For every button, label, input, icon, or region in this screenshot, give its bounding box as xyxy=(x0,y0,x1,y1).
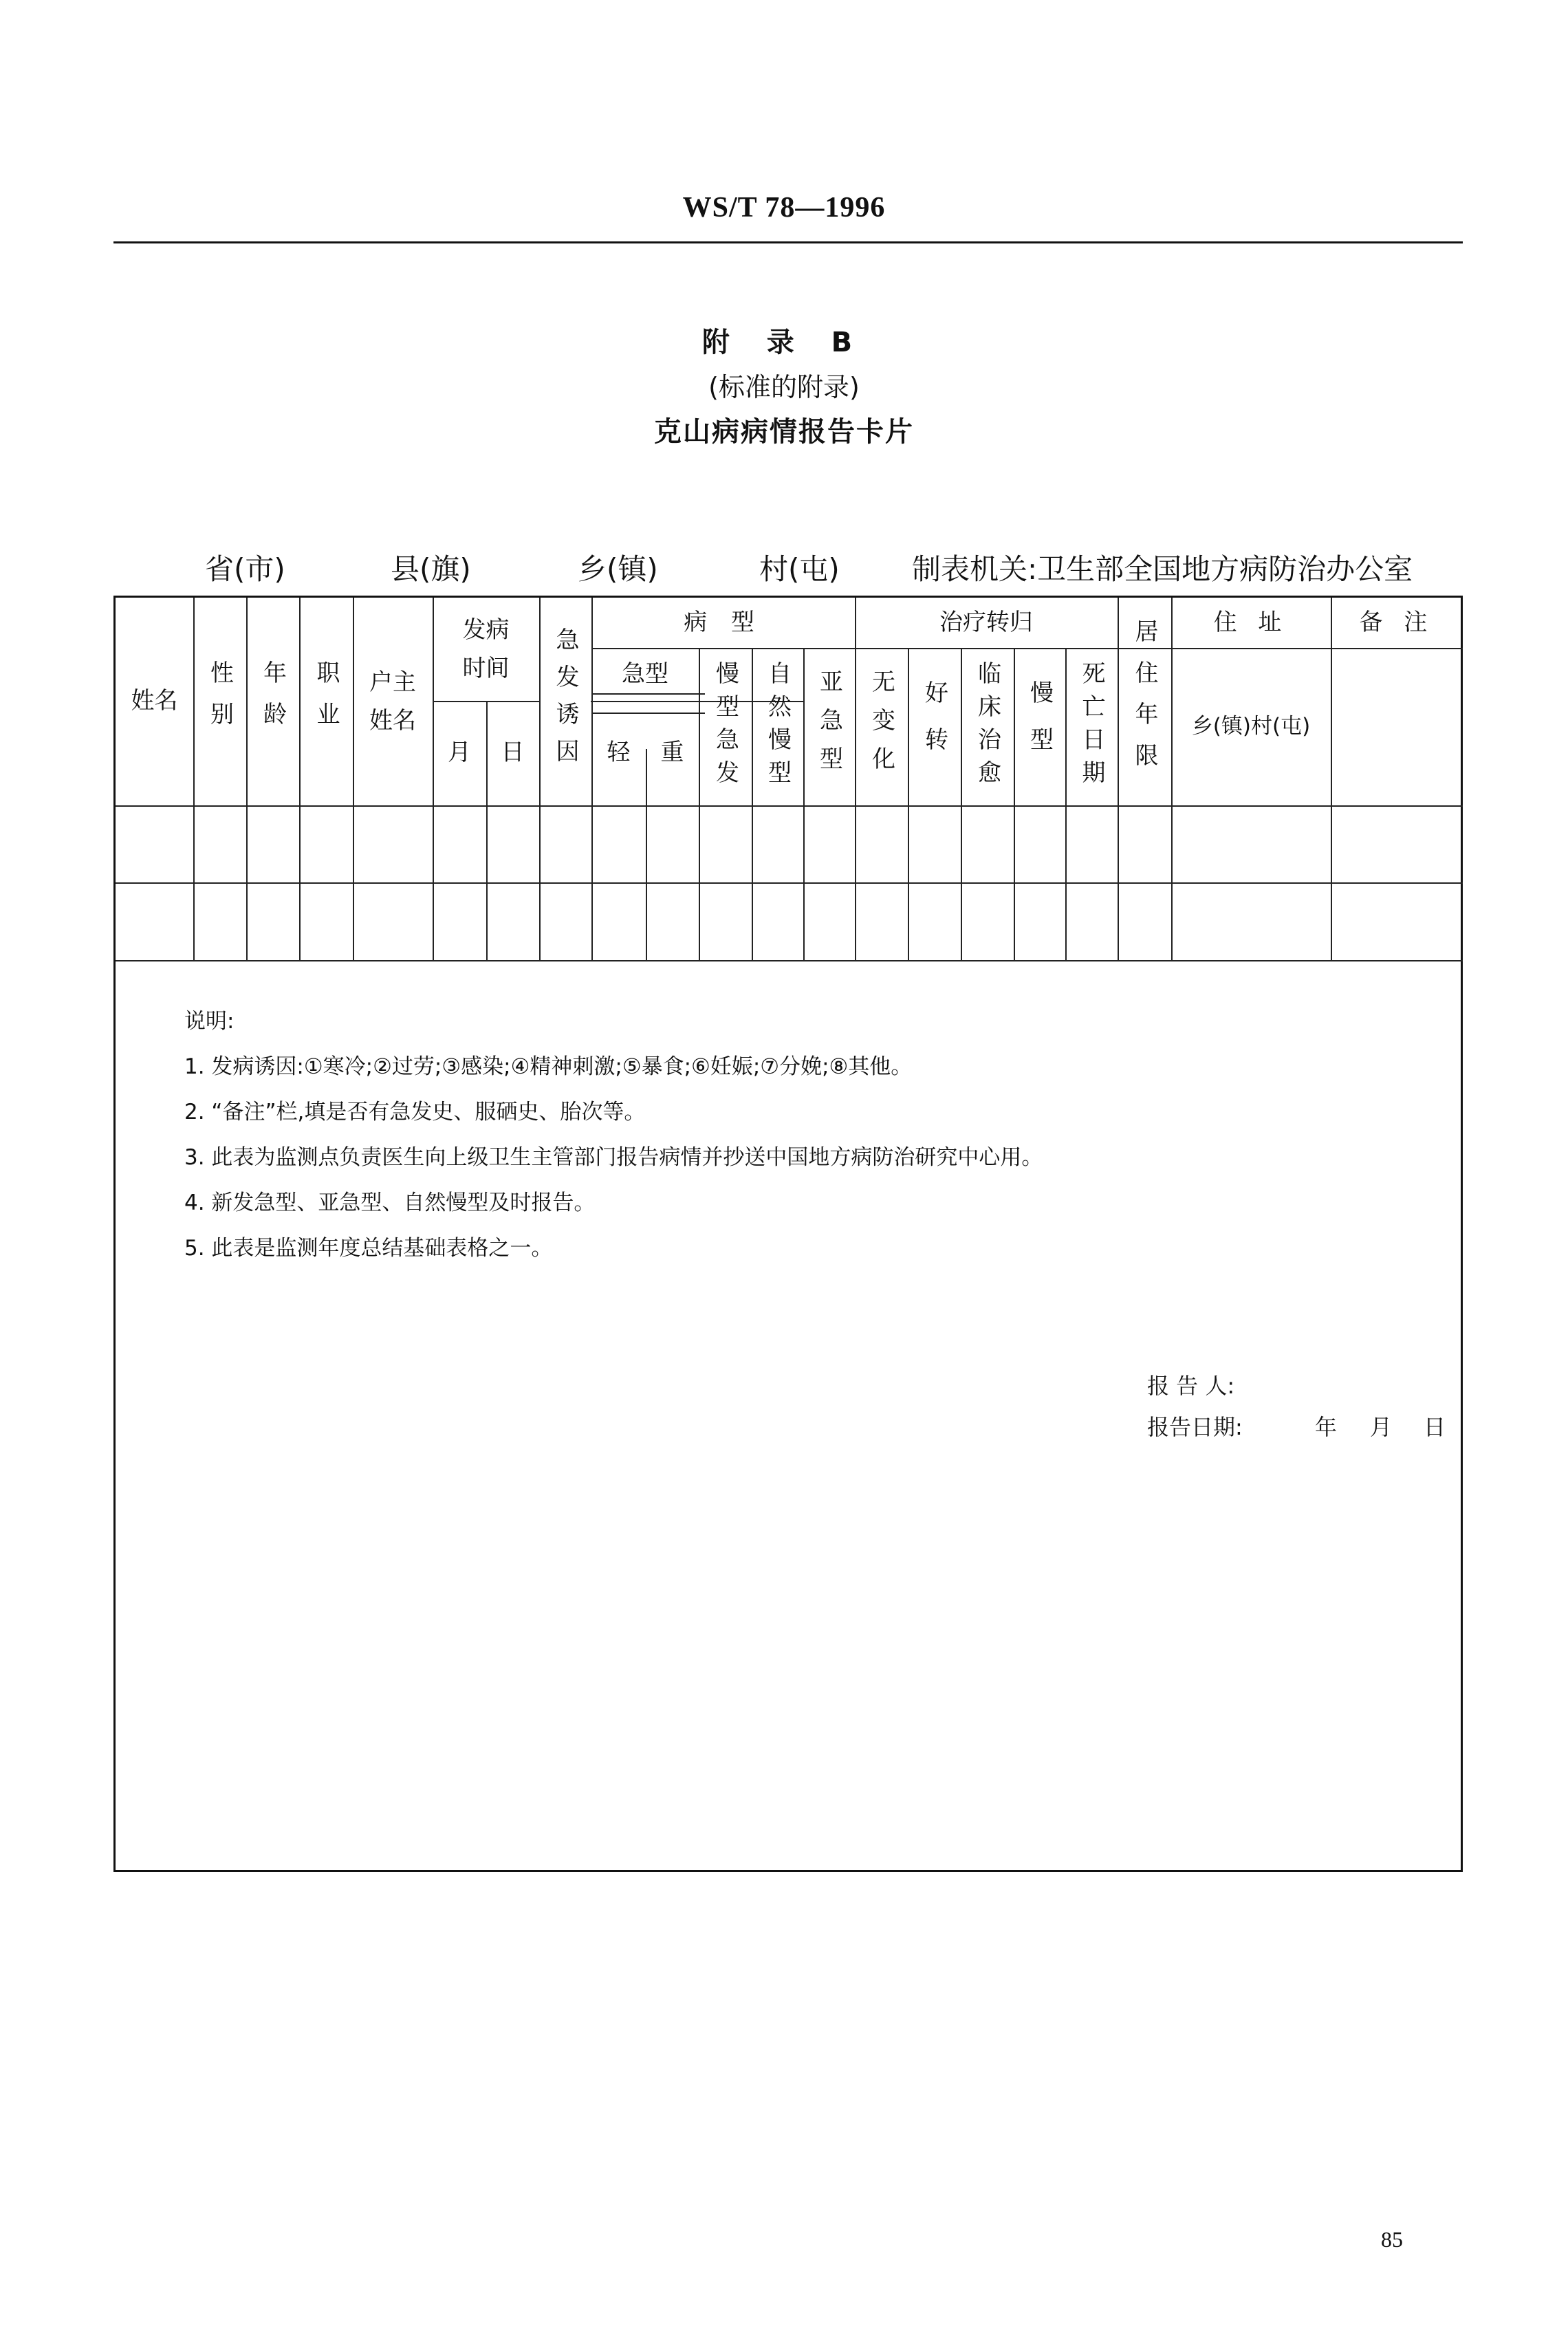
note-item: 1. 发病诱因:①寒冷;②过劳;③感染;④精神刺激;⑤暴食;⑥妊娠;⑦分娩;⑧其他。 xyxy=(184,1054,913,1079)
header-address-sub: 乡(镇)村(屯) xyxy=(1191,714,1311,739)
village-label: 村(屯) xyxy=(759,552,840,586)
header-improved: 好转 xyxy=(920,680,948,774)
header-day: 日 xyxy=(501,739,525,767)
header-acute-trigger: 急发诱因 xyxy=(552,627,579,776)
note-item: 3. 此表为监测点负责医生向上级卫生主管部门报告病情并抄送中国地方病防治研究中心用。 xyxy=(184,1145,1043,1170)
header-natural-chronic: 自然慢型 xyxy=(763,660,792,793)
header-disease-type: 病 型 xyxy=(684,608,763,636)
township-label: 乡(镇) xyxy=(578,552,658,586)
note-item: 2. “备注”栏,填是否有急发史、服硒史、胎次等。 xyxy=(184,1100,646,1124)
reporter-label: 报 告 人: xyxy=(1147,1373,1235,1399)
report-date-day: 日 xyxy=(1424,1414,1446,1440)
header-chronic: 慢型 xyxy=(1025,680,1054,774)
header-householder: 户主姓名 xyxy=(369,668,416,735)
appendix-subtitle: (标准的附录) xyxy=(708,372,860,402)
header-occupation: 职业 xyxy=(312,660,340,743)
header-remarks: 备 注 xyxy=(1359,608,1435,636)
rule-row-2 xyxy=(116,960,1463,961)
county-label: 县(旗) xyxy=(391,552,471,586)
header-death-date: 死亡日期 xyxy=(1078,660,1105,793)
notes-section xyxy=(184,999,1043,1271)
report-date-year: 年 xyxy=(1315,1414,1338,1440)
page-number: 85 xyxy=(1381,2227,1403,2252)
province-label: 省(市) xyxy=(205,552,285,586)
header-acute-type: 急型 xyxy=(622,660,668,688)
report-date-month: 月 xyxy=(1370,1414,1393,1440)
header-sex: 性别 xyxy=(206,660,234,743)
document-title: 克山病病情报告卡片 xyxy=(654,416,914,448)
header-subacute: 亚急型 xyxy=(815,668,843,785)
standard-code: WS/T 78—1996 xyxy=(682,192,886,224)
header-mild: 轻 xyxy=(607,739,631,767)
header-month: 月 xyxy=(448,739,471,767)
notes-heading: 说明: xyxy=(184,1009,235,1034)
header-rule xyxy=(113,241,1463,243)
col-rule xyxy=(1331,598,1332,960)
rule-header-bottom xyxy=(116,805,1463,807)
header-name: 姓名 xyxy=(131,687,178,715)
header-no-change: 无变化 xyxy=(867,668,895,785)
report-date-label: 报告日期: xyxy=(1147,1414,1243,1440)
issuer-label: 制表机关:卫生部全国地方病防治办公室 xyxy=(912,552,1413,586)
header-residence-years: 居住年限 xyxy=(1131,619,1158,784)
header-outcome: 治疗转归 xyxy=(939,608,1033,636)
rule-row-1 xyxy=(116,882,1463,884)
header-severe: 重 xyxy=(660,739,684,767)
note-item: 5. 此表是监测年度总结基础表格之一。 xyxy=(184,1236,553,1261)
header-age: 年龄 xyxy=(259,660,287,743)
header-address: 住 址 xyxy=(1213,608,1289,636)
header-chronic-acute: 慢型急发 xyxy=(711,660,739,793)
note-item: 4. 新发急型、亚急型、自然慢型及时报告。 xyxy=(184,1191,596,1215)
header-cured: 临床治愈 xyxy=(973,660,1001,793)
appendix-label: 附 录 B xyxy=(701,327,867,358)
header-onset-time: 发病时间 xyxy=(462,616,510,682)
